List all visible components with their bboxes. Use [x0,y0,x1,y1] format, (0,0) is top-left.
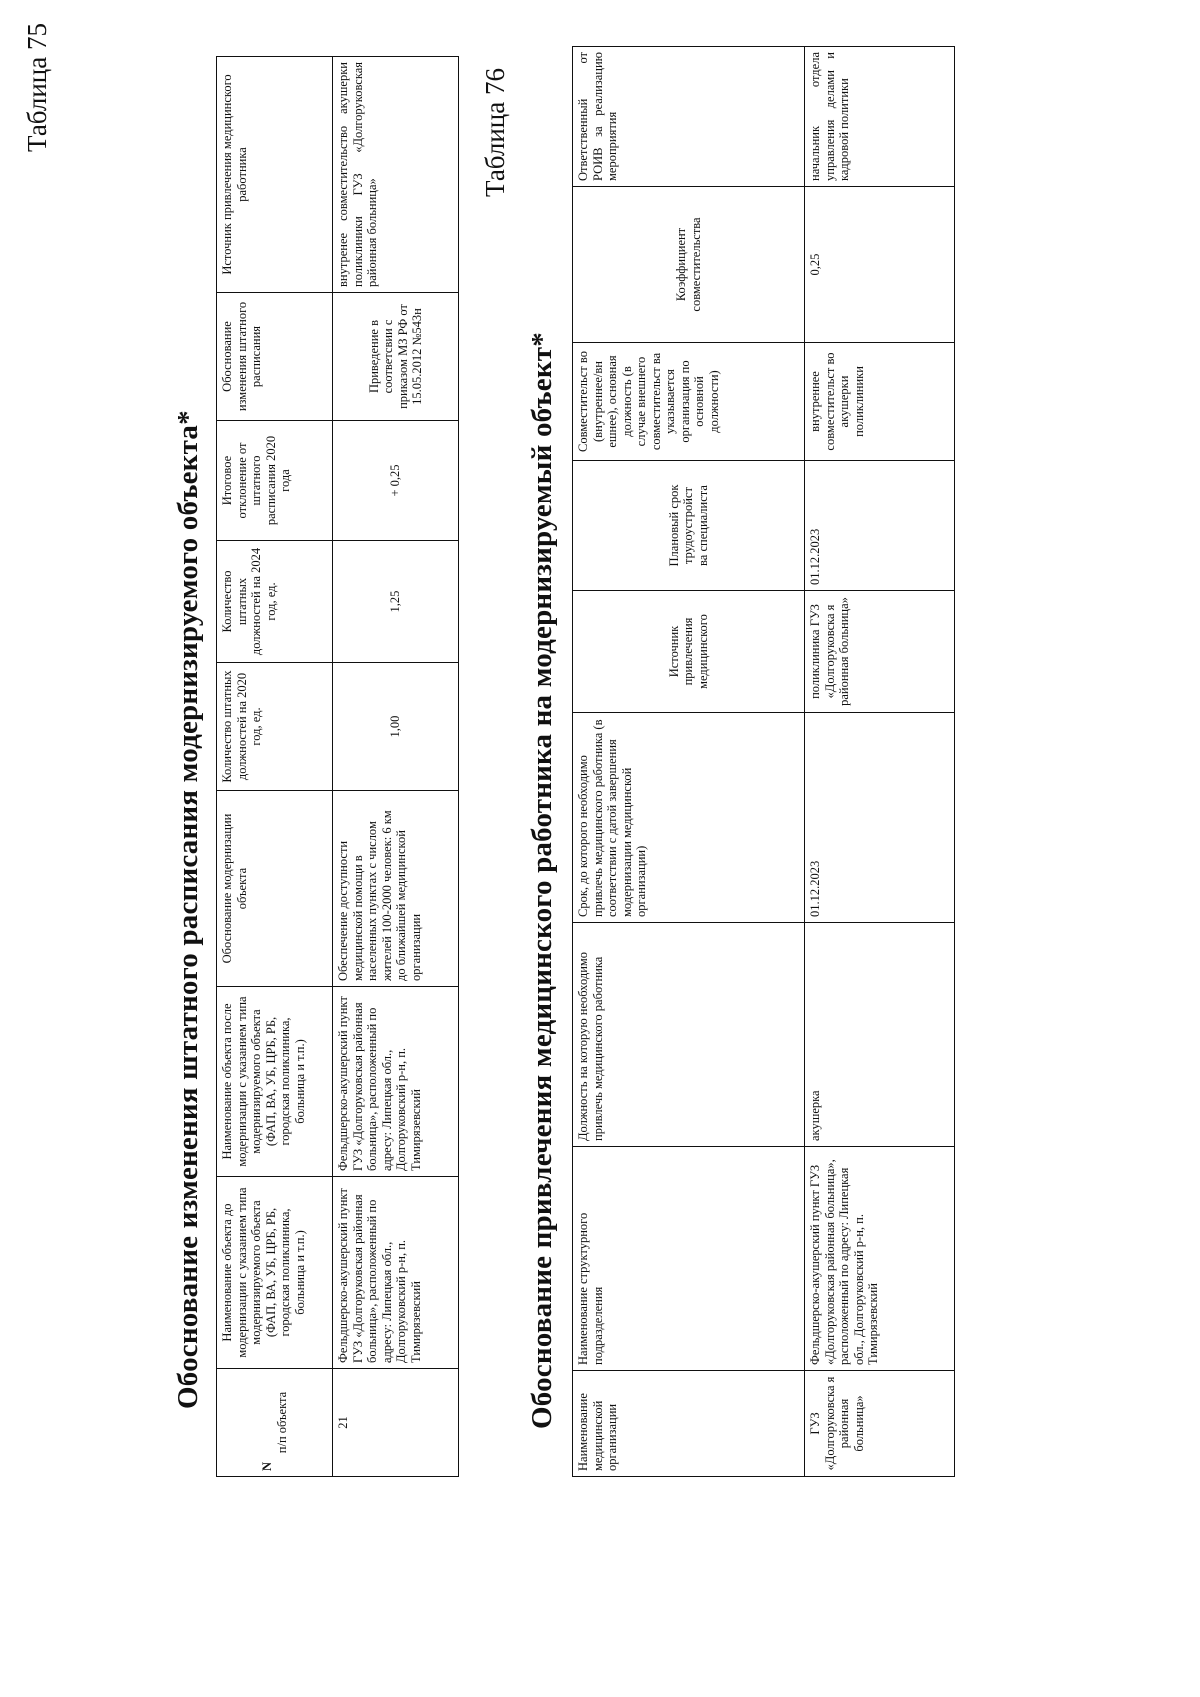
table75-header-2024: Количество штатных должностей на 2024 год, ед. [217,541,333,663]
table76 [572,46,955,1477]
table76-cell-org: ГУЗ «Долгоруковска я районная больница» [805,1371,955,1477]
table76-cell-source: поликлиника ГУЗ «Долгоруковска я районная больница» [805,591,955,713]
table76-header-org: Наименование медицинской организации [573,1371,805,1477]
table76-cell-coef: 0,25 [805,187,955,343]
table75-header-reason: Обоснование модернизации объекта [217,791,333,987]
table75-header-row [217,57,333,1477]
table76-header-responsible: Ответственный от РОИВ за реализацию мероприятия [573,47,805,187]
table76-header-coef: Коэффициент совместительства [573,187,805,343]
table76-header-deadline: Срок, до которого необходимо привлечь медицинского работника (в соответствии с датой завершения модернизации медицинской организации) [573,713,805,923]
table76-header-planned-line3: ва специалиста [695,485,710,566]
table76-label: Таблица 76 [480,68,510,197]
table76-header-source: Источник привлечения медицинского [573,591,805,713]
table76-cell-deadline: 01.12.2023 [805,713,955,923]
table75-header-before: Наименование объекта до модернизации с указанием типа модернизируемого объекта (ФАП, ВА, УБ, ЦРБ, РБ, городская поликлиника, больница и т.п.) [217,1177,333,1369]
table76-header-unit: Наименование структурного подразделения [573,1147,805,1371]
table76-header-planned-line1: Плановый срок [666,484,681,567]
table76-header-combination: Совместительст во (внутреннее/вн ешнее), основная должность (в случае внешнего совместительст ва указывается организация по основной должности) [573,343,805,461]
table75-cell-2024: 1,25 [333,541,459,663]
table76-header-row [573,47,805,1477]
table75-cell-reason: Обеспечение доступности медицинской помощи в населенных пунктах с числом жителей 100-2000 человек: 6 км до ближайшей медицинской организации [333,791,459,987]
table76-cell-unit: Фельдшерско-акушерский пункт ГУЗ «Долгоруковская районная больница», расположенный по адресу: Липецкая обл., Долгоруковский р-н, п. Тимирязевский [805,1147,955,1371]
table75-header-deviation: Итоговое отклонение от штатного расписания 2020 года [217,421,333,541]
table76-title: Обоснование привлечения медицинского работника на модернизируемый объект* [526,332,558,1429]
table76-header-planned [573,461,805,591]
table75-cell-deviation: + 0,25 [333,421,459,541]
table75-header-staff-reason: Обоснование изменения штатного расписания [217,293,333,421]
table76-cell-combination: внутреннее совместительст во акушерки поликлиники [805,343,955,461]
table76-cell-position: акушерка [805,923,955,1147]
table75-label: Таблица 75 [22,23,52,152]
table75-title: Обоснование изменения штатного расписания модернизируемого объекта* [172,410,204,1409]
table76-cell-planned: 01.12.2023 [805,461,955,591]
table75-cell-2020: 1,00 [333,663,459,791]
table-row [805,47,955,1477]
table75-cell-staff-reason: Приведение в соответсвии с приказом МЗ РФ от 15.05.2012 №543н [333,293,459,421]
table76-header-planned-line2: трудоустройст [681,487,696,564]
table75-header-2020: Количество штатных должностей на 2020 год, ед. [217,663,333,791]
table75-header-num: N п/п объекта [217,1369,333,1477]
table75-cell-after: Фельдшерско-акушерский пункт ГУЗ «Долгоруковская районная больница», расположенный по адресу: Липецкая обл., Долгоруковский р-н, п. Тимирязевский [333,987,459,1177]
table75-header-source: Источник привлечения медицинского работника [217,57,333,293]
table75-cell-before: Фельдшерско-акушерский пункт ГУЗ «Долгоруковская районная больница», расположенный по адресу: Липецкая обл., Долгоруковский р-н, п. Тимирязевский [333,1177,459,1369]
table76-cell-responsible: начальник отдела управления делами и кадровой политики [805,47,955,187]
table75-header-after: Наименование объекта после модернизации с указанием типа модернизируемого объекта (ФАП, ВА, УБ, ЦРБ, РБ, городская поликлиника, больница и т.п.) [217,987,333,1177]
table75 [216,56,459,1477]
table75-cell-num: 21 [333,1369,459,1477]
table75-cell-source: внутренее совместительство акушерки поликлиники ГУЗ «Долгоруковская районная больница» [333,57,459,293]
table76-header-position: Должность на которую необходимо привлечь медицинского работника [573,923,805,1147]
table-row [333,57,459,1477]
